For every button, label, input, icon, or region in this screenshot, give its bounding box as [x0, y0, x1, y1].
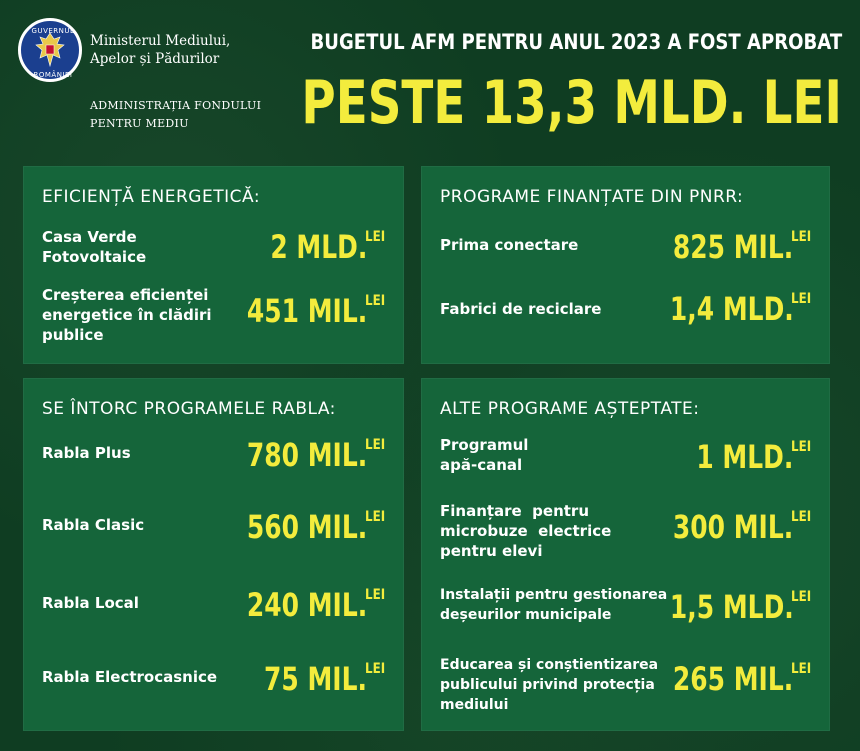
- item-label-line: pentru elevi: [440, 542, 543, 560]
- item-label-line: energetice în clădiri: [42, 306, 212, 324]
- headline: BUGETUL AFM PENTRU ANUL 2023 A FOST APROBAT: [310, 30, 842, 54]
- value-unit: LEI: [365, 229, 386, 245]
- panel-energy-efficiency: [23, 166, 404, 364]
- item-label-line: Rabla Local: [42, 594, 139, 612]
- item-label-line: Educarea și conștientizarea: [440, 657, 659, 673]
- list-item: [42, 661, 389, 701]
- value-unit: LEI: [791, 509, 812, 525]
- panel-title: SE ÎNTORC PROGRAMELE RABLA:: [42, 399, 336, 419]
- item-value: [243, 229, 389, 265]
- item-label-line: deșeurilor municipale: [440, 607, 612, 623]
- afm-line-2: PENTRU MEDIU: [90, 117, 189, 130]
- item-label: [440, 585, 667, 625]
- item-label-line: apă-canal: [440, 456, 523, 474]
- value-number: 240 MIL.: [246, 586, 368, 624]
- item-label-line: Casa Verde: [42, 228, 137, 246]
- item-value: [635, 589, 815, 625]
- item-label: [42, 443, 131, 463]
- item-label: [440, 655, 658, 715]
- value-unit: LEI: [791, 661, 812, 677]
- item-label-line: Creșterea eficienței: [42, 286, 209, 304]
- list-item: [42, 587, 389, 627]
- header: [0, 0, 860, 160]
- value-number: 75 MIL.: [264, 660, 368, 698]
- ministry-name: [90, 32, 230, 68]
- item-label: [42, 515, 144, 535]
- item-label-line: mediului: [440, 697, 509, 713]
- value-unit: LEI: [791, 229, 812, 245]
- item-value: [639, 229, 815, 265]
- panel-title: PROGRAME FINANȚATE DIN PNRR:: [440, 187, 744, 207]
- value-number: 265 MIL.: [672, 660, 794, 698]
- government-crest-logo: [18, 18, 82, 82]
- value-number: 451 MIL.: [246, 292, 368, 330]
- panel-pnrr-programs: [421, 166, 830, 364]
- item-label: [440, 299, 601, 319]
- item-label-line: Finanțare pentru: [440, 502, 590, 520]
- value-number: 825 MIL.: [672, 228, 794, 266]
- ministry-line-2: Apelor și Pădurilor: [90, 51, 220, 67]
- item-value: [235, 661, 389, 697]
- list-item: [440, 585, 815, 629]
- item-value: [669, 439, 815, 475]
- list-item: [42, 509, 389, 549]
- value-number: 2 MLD.: [270, 228, 368, 266]
- list-item: [42, 437, 389, 477]
- item-label-line: Fabrici de reciclare: [440, 300, 602, 318]
- item-value: [639, 661, 815, 697]
- afm-name: [90, 97, 261, 133]
- item-label: [42, 285, 212, 345]
- list-item: [42, 227, 389, 271]
- item-label: [42, 593, 139, 613]
- crest-top-text: GUVERNUL: [31, 27, 75, 35]
- value-unit: LEI: [365, 587, 386, 603]
- item-label-line: Instalații pentru gestionarea: [440, 587, 668, 603]
- value-number: 1 MLD.: [696, 438, 794, 476]
- item-label-line: Fotovoltaice: [42, 248, 147, 266]
- value-unit: LEI: [791, 589, 812, 605]
- item-label: [42, 227, 146, 267]
- value-unit: LEI: [365, 437, 386, 453]
- list-item: [440, 655, 815, 719]
- item-label: [440, 235, 578, 255]
- item-value: [213, 437, 389, 473]
- panel-title: EFICIENȚĂ ENERGETICĂ:: [42, 187, 261, 207]
- item-value: [639, 509, 815, 545]
- value-number: 1,4 MLD.: [669, 290, 794, 328]
- value-number: 560 MIL.: [246, 508, 368, 546]
- list-item: [440, 501, 815, 565]
- item-value: [213, 587, 389, 623]
- item-label-line: Rabla Plus: [42, 444, 131, 462]
- afm-line-1: ADMINISTRAȚIA FONDULUI: [90, 99, 262, 112]
- item-label-line: microbuze electrice: [440, 522, 612, 540]
- value-unit: LEI: [791, 291, 812, 307]
- item-label-line: publicului privind protecția: [440, 677, 655, 693]
- item-label-line: Rabla Electrocasnice: [42, 668, 218, 686]
- value-unit: LEI: [365, 509, 386, 525]
- crest-bottom-text: ROMÂNIEI: [33, 71, 73, 79]
- value-number: 300 MIL.: [672, 508, 794, 546]
- item-label: [440, 501, 611, 561]
- panel-other-programs: [421, 378, 830, 731]
- list-item: [42, 285, 389, 349]
- value-unit: LEI: [791, 439, 812, 455]
- item-value: [213, 509, 389, 545]
- list-item: [440, 291, 815, 331]
- value-number: 1,5 MLD.: [669, 588, 794, 626]
- ministry-line-1: Ministerul Mediului,: [90, 33, 231, 49]
- item-value: [213, 293, 389, 329]
- total-amount: PESTE 13,3 MLD. LEI: [301, 68, 842, 138]
- item-label-line: Programul: [440, 436, 529, 454]
- item-label: [42, 667, 217, 687]
- value-unit: LEI: [365, 661, 386, 677]
- item-value: [635, 291, 815, 327]
- item-label-line: Rabla Clasic: [42, 516, 145, 534]
- panel-rabla-programs: [23, 378, 404, 731]
- item-label-line: publice: [42, 326, 104, 344]
- value-unit: LEI: [365, 293, 386, 309]
- list-item: [440, 435, 815, 479]
- item-label: [440, 435, 528, 475]
- panel-title: ALTE PROGRAME AȘTEPTATE:: [440, 399, 700, 419]
- value-number: 780 MIL.: [246, 436, 368, 474]
- item-label-line: Prima conectare: [440, 236, 579, 254]
- list-item: [440, 229, 815, 269]
